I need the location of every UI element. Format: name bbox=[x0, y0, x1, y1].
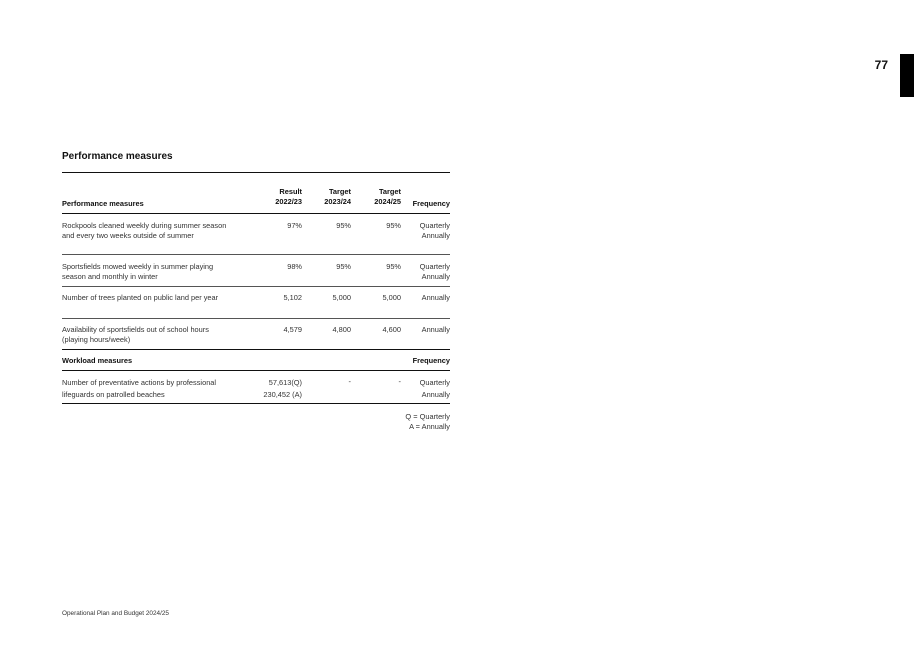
row-frequency: Annually bbox=[421, 325, 450, 334]
page-tab-marker bbox=[900, 54, 914, 97]
row-target-2024: 95% bbox=[386, 262, 401, 271]
header-target-2023: Target 2023/24 bbox=[324, 187, 351, 206]
row-target-2024: - bbox=[398, 377, 401, 386]
header-measure: Performance measures bbox=[62, 199, 144, 208]
table-row bbox=[62, 214, 450, 254]
table-row bbox=[62, 319, 450, 349]
table-row bbox=[62, 371, 450, 403]
row-description: Availability of sportsfields out of school hours (playing hours/week) bbox=[62, 325, 209, 344]
row-frequency: Quarterly Annually bbox=[419, 221, 450, 240]
row-result: 98% bbox=[287, 262, 302, 271]
workload-title: Workload measures bbox=[62, 356, 133, 365]
row-target-2023: 5,000 bbox=[332, 293, 351, 302]
row-description: Number of preventative actions by professional lifeguards on patrolled beaches bbox=[62, 378, 217, 399]
row-result: 4,579 bbox=[283, 325, 302, 334]
row-description: Rockpools cleaned weekly during summer season and every two weeks outside of summer bbox=[62, 221, 227, 240]
row-target-2023: - bbox=[348, 377, 351, 386]
row-frequency: Quarterly Annually bbox=[419, 262, 450, 281]
row-frequency: Annually bbox=[421, 293, 450, 302]
table-bottom-rule bbox=[62, 403, 450, 404]
row-result: 57,613(Q) 230,452 (A) bbox=[263, 378, 302, 399]
section-title: Performance measures bbox=[62, 151, 173, 162]
workload-header bbox=[62, 350, 450, 370]
page-number: 77 bbox=[874, 58, 888, 72]
row-result: 5,102 bbox=[283, 293, 302, 302]
header-frequency: Frequency bbox=[412, 199, 450, 208]
table-header bbox=[62, 173, 450, 213]
table-row bbox=[62, 255, 450, 286]
row-result: 97% bbox=[287, 221, 302, 230]
row-frequency: Quarterly Annually bbox=[419, 378, 450, 399]
row-target-2024: 5,000 bbox=[382, 293, 401, 302]
performance-table bbox=[62, 172, 450, 404]
header-result: Result 2022/23 bbox=[275, 187, 302, 206]
row-target-2023: 95% bbox=[336, 262, 351, 271]
row-target-2024: 4,600 bbox=[382, 325, 401, 334]
footer-text: Operational Plan and Budget 2024/25 bbox=[62, 610, 169, 617]
row-description: Number of trees planted on public land per year bbox=[62, 293, 219, 302]
table-row bbox=[62, 287, 450, 318]
header-target-2024: Target 2024/25 bbox=[374, 187, 401, 206]
row-target-2024: 95% bbox=[386, 221, 401, 230]
row-target-2023: 95% bbox=[336, 221, 351, 230]
frequency-legend: Q = Quarterly A = Annually bbox=[405, 412, 450, 431]
workload-frequency-header: Frequency bbox=[412, 356, 450, 365]
row-target-2023: 4,800 bbox=[332, 325, 351, 334]
row-description: Sportsfields mowed weekly in summer playing season and monthly in winter bbox=[62, 262, 214, 281]
